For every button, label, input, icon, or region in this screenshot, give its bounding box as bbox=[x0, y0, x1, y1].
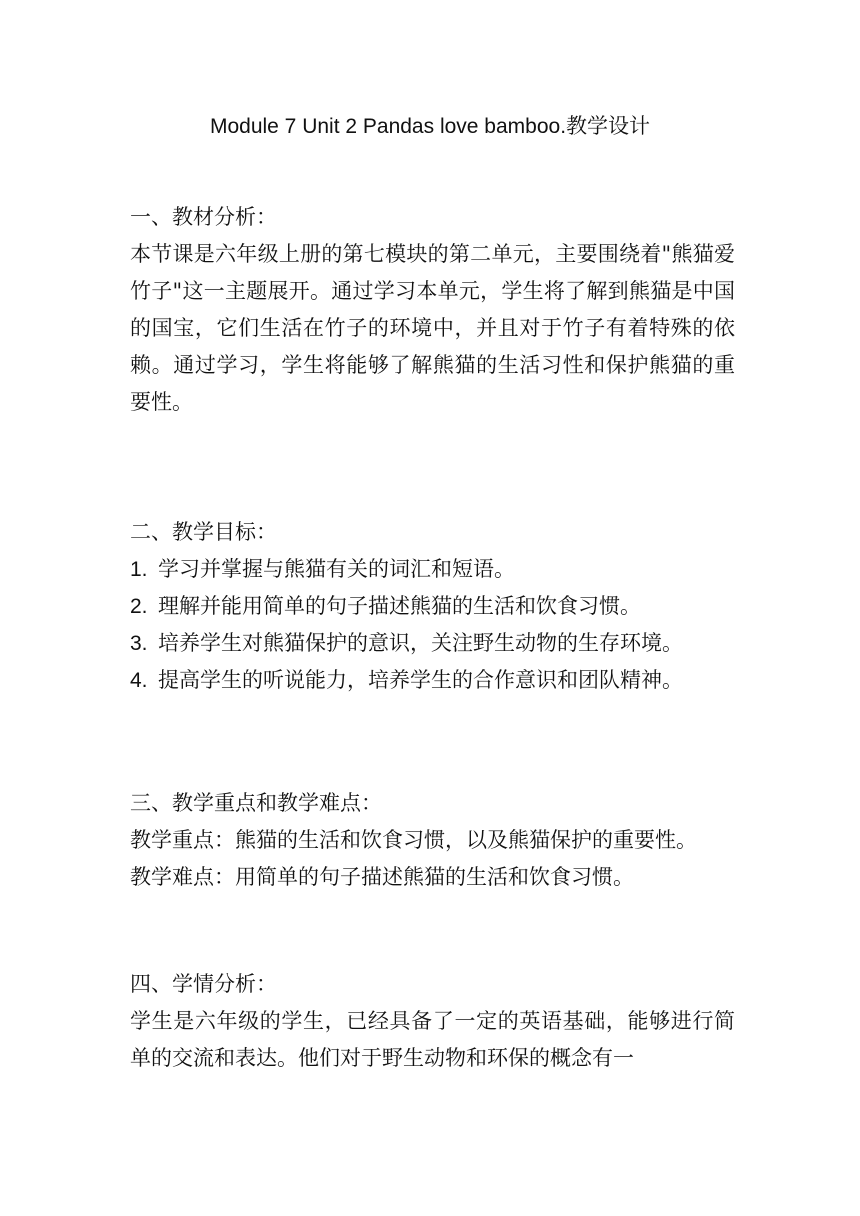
section-paragraph: 本节课是六年级上册的第七模块的第二单元，主要围绕着"熊猫爱竹子"这一主题展开。通过学习本单元，学生将了解到熊猫是中国的国宝，它们生活在竹子的环境中，并且对于竹子有着特殊的依赖。通过学习，学生将能够了解熊猫的生活习性和保护熊猫的重要性。 bbox=[130, 242, 735, 414]
section-paragraph: 学生是六年级的学生，已经具备了一定的英语基础，能够进行简单的交流和表达。他们对于野生动物和环保的概念有一 bbox=[130, 1009, 735, 1070]
list-item-number: 4. bbox=[130, 669, 148, 692]
document-title: Module 7 Unit 2 Pandas love bamboo.教学设计 bbox=[209, 115, 651, 138]
list-item bbox=[130, 588, 735, 625]
list-item bbox=[130, 625, 735, 662]
list-item-text: 提高学生的听说能力，培养学生的合作意识和团队精神。 bbox=[158, 668, 683, 692]
list-item-text: 培养学生对熊猫保护的意识，关注野生动物的生存环境。 bbox=[158, 631, 683, 655]
list-item-text: 理解并能用简单的句子描述熊猫的生活和饮食习惯。 bbox=[158, 594, 641, 618]
section-textbook-analysis bbox=[130, 199, 735, 421]
list-item bbox=[130, 662, 735, 699]
list-item-text: 学习并掌握与熊猫有关的词汇和短语。 bbox=[158, 557, 515, 581]
list-item-number: 1. bbox=[130, 558, 148, 581]
goal-list bbox=[130, 551, 735, 699]
section-heading: 三、教学重点和教学难点： bbox=[130, 791, 382, 815]
section-heading: 一、教材分析： bbox=[130, 205, 277, 229]
section-heading: 四、学情分析： bbox=[130, 972, 277, 996]
section-teaching-goals bbox=[130, 514, 735, 699]
key-point-line: 教学重点：熊猫的生活和饮食习惯，以及熊猫保护的重要性。 bbox=[130, 828, 697, 852]
list-item-number: 2. bbox=[130, 595, 148, 618]
difficulty-line: 教学难点：用简单的句子描述熊猫的生活和饮食习惯。 bbox=[130, 865, 634, 889]
section-heading: 二、教学目标： bbox=[130, 520, 277, 544]
section-key-points bbox=[130, 785, 735, 896]
list-item bbox=[130, 551, 735, 588]
list-item-number: 3. bbox=[130, 632, 148, 655]
section-student-analysis bbox=[130, 966, 735, 1077]
